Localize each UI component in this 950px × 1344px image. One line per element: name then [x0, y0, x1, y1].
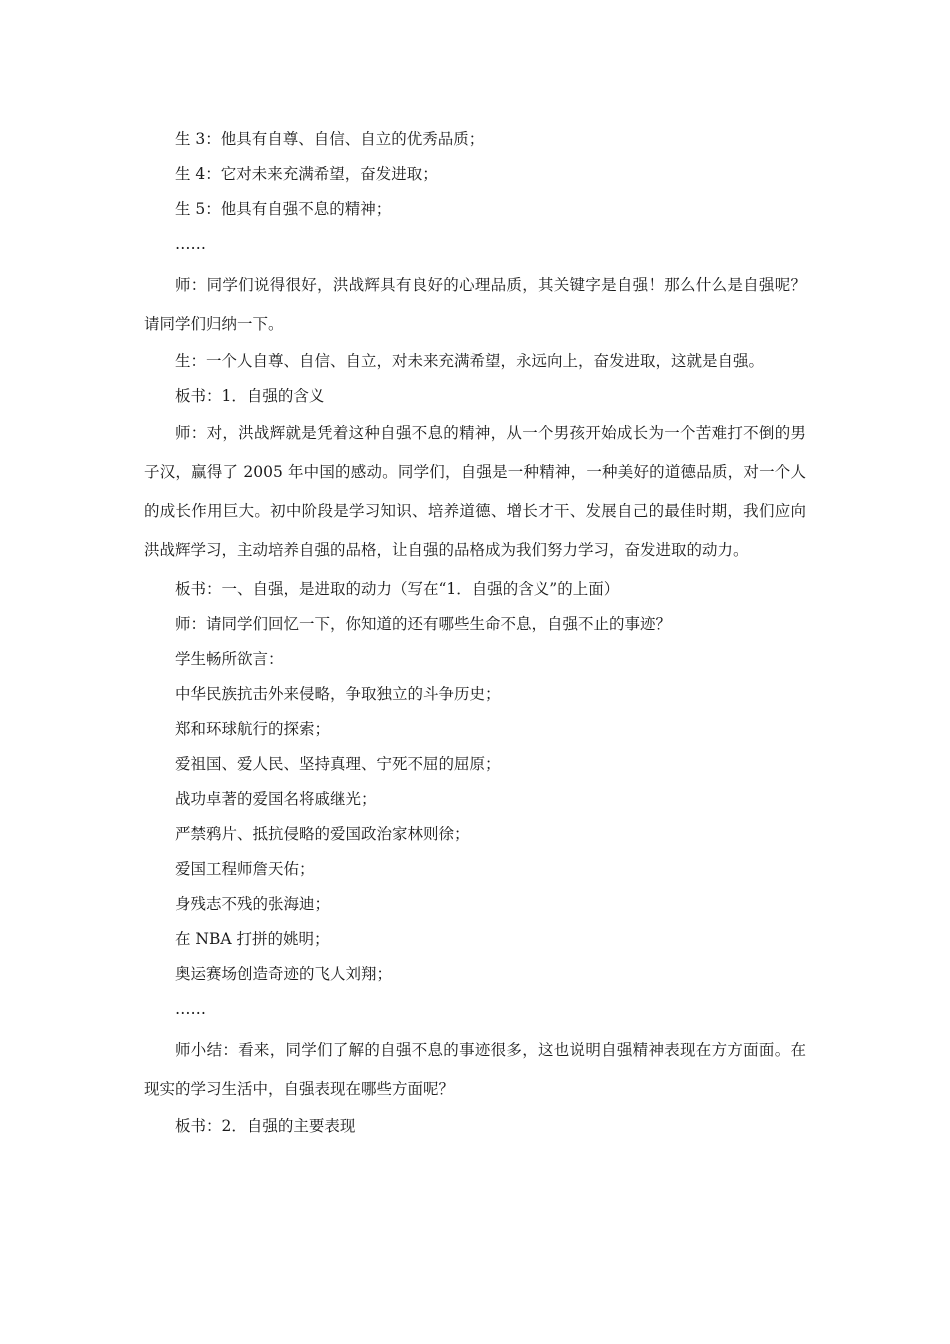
- list-item: 战功卓著的爱国名将戚继光；: [175, 790, 377, 808]
- list-item: 奥运赛场创造奇迹的飞人刘翔；: [175, 965, 393, 983]
- blackboard-note: 板书：1．自强的含义: [175, 387, 325, 405]
- blackboard-note: 板书：一、自强，是进取的动力（写在“1．自强的含义”的上面）: [175, 580, 620, 598]
- paragraph: 师：同学们说得很好，洪战辉具有良好的心理品质，其关键字是自强！那么什么是自强呢？请同学们归纳一下。: [144, 276, 806, 333]
- paragraph: 学生畅所欲言：: [175, 650, 284, 668]
- list-item: 身残志不残的张海迪；: [175, 895, 331, 913]
- list-item: 严禁鸦片、抵抗侵略的爱国政治家林则徐；: [175, 825, 470, 843]
- paragraph: 生 5：他具有自强不息的精神；: [175, 200, 392, 218]
- list-item: 郑和环球航行的探索；: [175, 720, 331, 738]
- paragraph: 生：一个人自尊、自信、自立，对未来充满希望，永远向上，奋发进取，这就是自强。: [175, 352, 765, 370]
- ellipsis: ……: [175, 235, 206, 253]
- paragraph: 生 3：他具有自尊、自信、自立的优秀品质；: [175, 130, 485, 148]
- paragraph: 师：请同学们回忆一下，你知道的还有哪些生命不息，自强不止的事迹？: [175, 615, 672, 633]
- ellipsis: ……: [175, 1000, 206, 1018]
- list-item: 爱国工程师詹天佑；: [175, 860, 315, 878]
- list-item: 爱祖国、爱人民、坚持真理、宁死不屈的屈原；: [175, 755, 501, 773]
- list-item: 在 NBA 打拼的姚明；: [175, 930, 330, 948]
- blackboard-note: 板书：2．自强的主要表现: [175, 1117, 356, 1135]
- paragraph: 师小结：看来，同学们了解的自强不息的事迹很多，这也说明自强精神表现在方方面面。在现实的学习生活中，自强表现在哪些方面呢？: [144, 1041, 806, 1098]
- paragraph: 师：对，洪战辉就是凭着这种自强不息的精神，从一个男孩开始成长为一个苦难打不倒的男子汉，赢得了 2005 年中国的感动。同学们，自强是一种精神，一种美好的道德品质，对一个人的成长作用巨大。初中阶段是学习知识、培养道德、增长才干、发展自己的最佳时期，我们应向洪战辉学习，主动培养自强的品格，让自强的品格成为我们努力学习，奋发进取的动力。: [144, 424, 806, 559]
- document-body: [144, 122, 806, 1144]
- paragraph: 生 4：它对未来充满希望，奋发进取；: [175, 165, 438, 183]
- list-item: 中华民族抗击外来侵略，争取独立的斗争历史；: [175, 685, 501, 703]
